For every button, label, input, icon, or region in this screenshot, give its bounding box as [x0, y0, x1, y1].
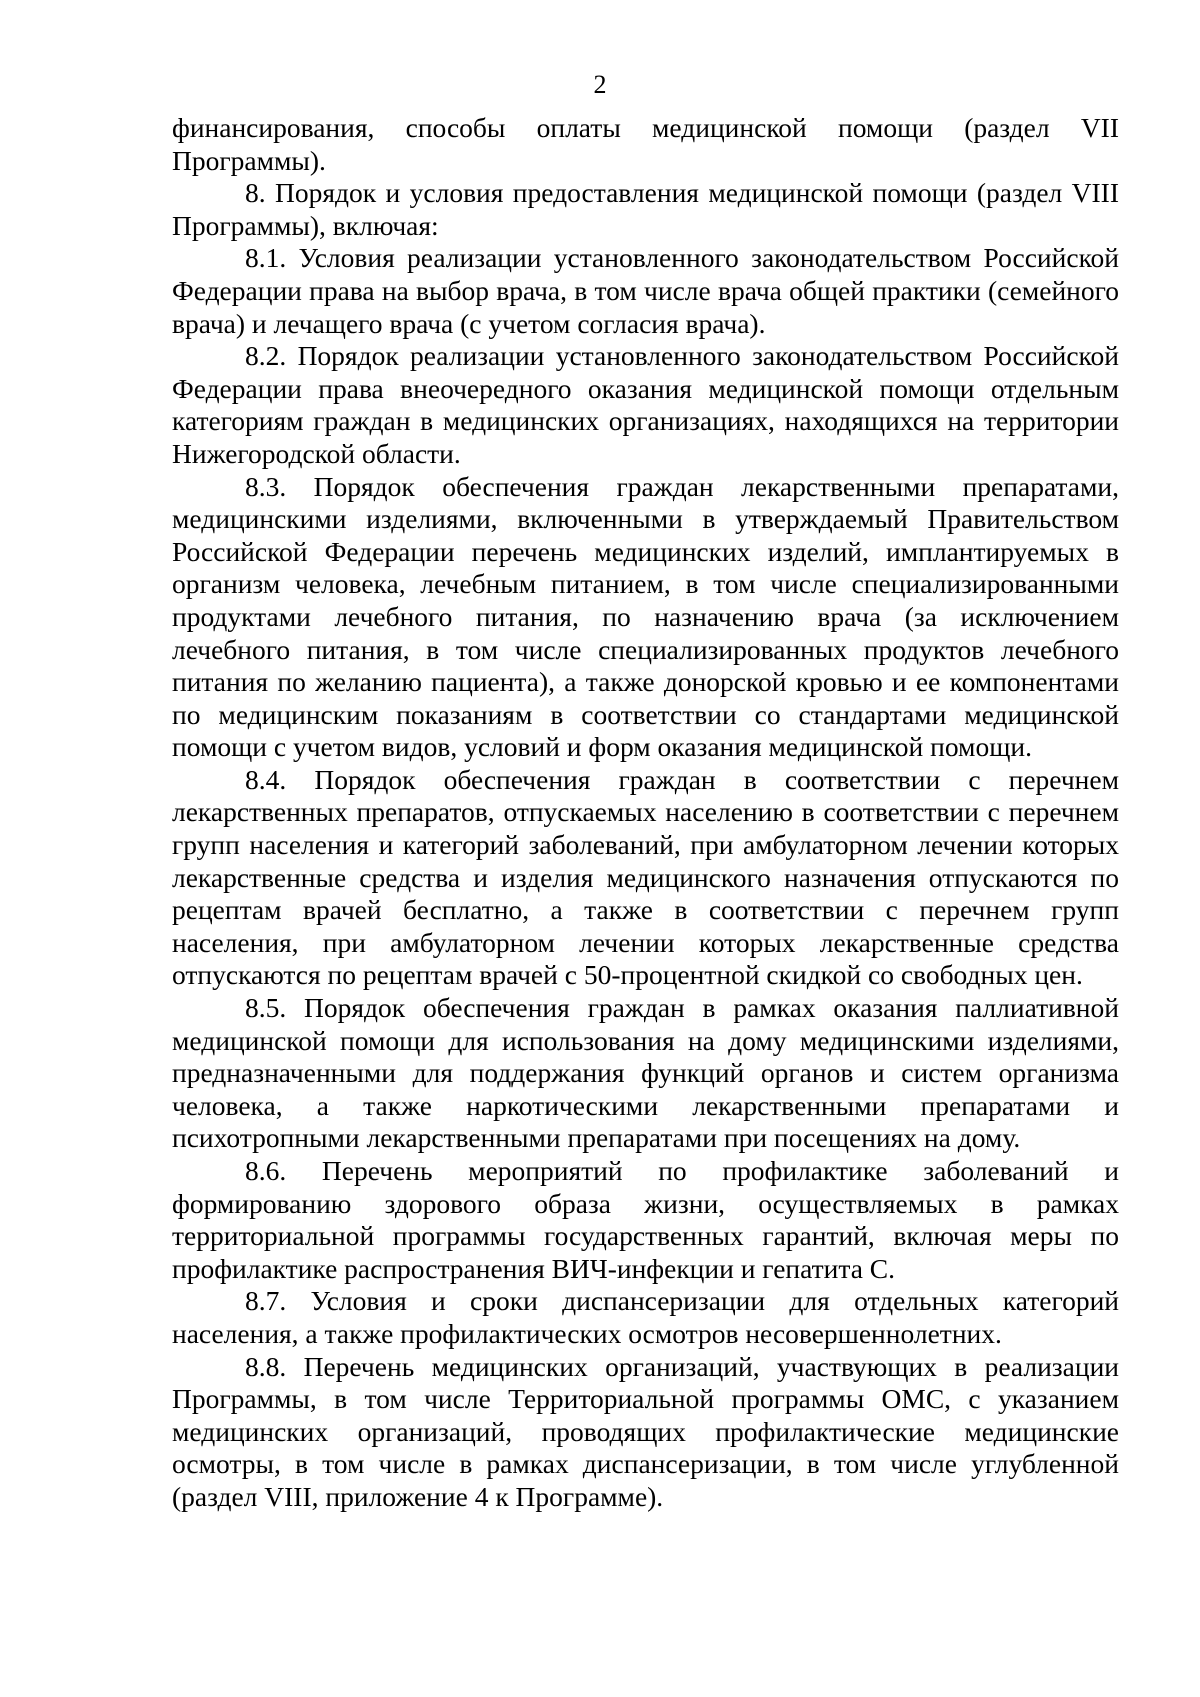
paragraph-8-6: 8.6. Перечень мероприятий по профилактике заболеваний и формированию здорового образа жизни, осуществляемых в рамках территориальной программы государственных гарантий, включая меры по профилактике распространения ВИЧ-инфекции и гепатита С. — [172, 1155, 1119, 1284]
page-number: 2 — [593, 70, 607, 99]
paragraph-8-2: 8.2. Порядок реализации установленного законодательством Российской Федерации права внеочередного оказания медицинской помощи отдельным категориям граждан в медицинских организациях, находящихся на территории Нижегородской области. — [172, 340, 1119, 469]
paragraph-8: 8. Порядок и условия предоставления медицинской помощи (раздел VIII Программы), включая: — [172, 177, 1119, 241]
paragraph-8-8: 8.8. Перечень медицинских организаций, участвующих в реализации Программы, в том числе Территориальной программы ОМС, с указанием медицинских организаций, проводящих профилактические медицинские осмотры, в том числе в рамках диспансеризации, в том числе углубленной (раздел VIII, приложение 4 к Программе). — [172, 1350, 1119, 1512]
document-body — [172, 112, 1119, 1514]
paragraph-8-7: 8.7. Условия и сроки диспансеризации для отдельных категорий населения, а также профилактических осмотров несовершеннолетних. — [172, 1285, 1119, 1349]
paragraph-8-3: 8.3. Порядок обеспечения граждан лекарственными препаратами, медицинскими изделиями, включенными в утверждаемый Правительством Российской Федерации перечень медицинских изделий, имплантируемых в организм человека, лечебным питанием, в том числе специализированными продуктами лечебного питания, по назначению врача (за исключением лечебного питания, в том числе специализированных продуктов лечебного питания по желанию пациента), а также донорской кровью и ее компонентами по медицинским показаниям в соответствии со стандартами медицинской помощи с учетом видов, условий и форм оказания медицинской помощи. — [172, 470, 1119, 763]
paragraph-financing-continuation: финансирования, способы оплаты медицинской помощи (раздел VII Программы). — [172, 112, 1119, 176]
paragraph-8-5: 8.5. Порядок обеспечения граждан в рамках оказания паллиативной медицинской помощи для использования на дому медицинскими изделиями, предназначенными для поддержания функций органов и систем организма человека, а также наркотическими лекарственными препаратами и психотропными лекарственными препаратами при посещениях на дому. — [172, 992, 1119, 1154]
paragraph-8-4: 8.4. Порядок обеспечения граждан в соответствии с перечнем лекарственных препаратов, отпускаемых населению в соответствии с перечнем групп населения и категорий заболеваний, при амбулаторном лечении которых лекарственные средства и изделия медицинского назначения отпускаются по рецептам врачей бесплатно, а также в соответствии с перечнем групп населения, при амбулаторном лечении которых лекарственные средства отпускаются по рецептам врачей с 50-процентной скидкой со свободных цен. — [172, 763, 1119, 991]
paragraph-8-1: 8.1. Условия реализации установленного законодательством Российской Федерации права на выбор врача, в том числе врача общей практики (семейного врача) и лечащего врача (с учетом согласия врача). — [172, 242, 1119, 339]
